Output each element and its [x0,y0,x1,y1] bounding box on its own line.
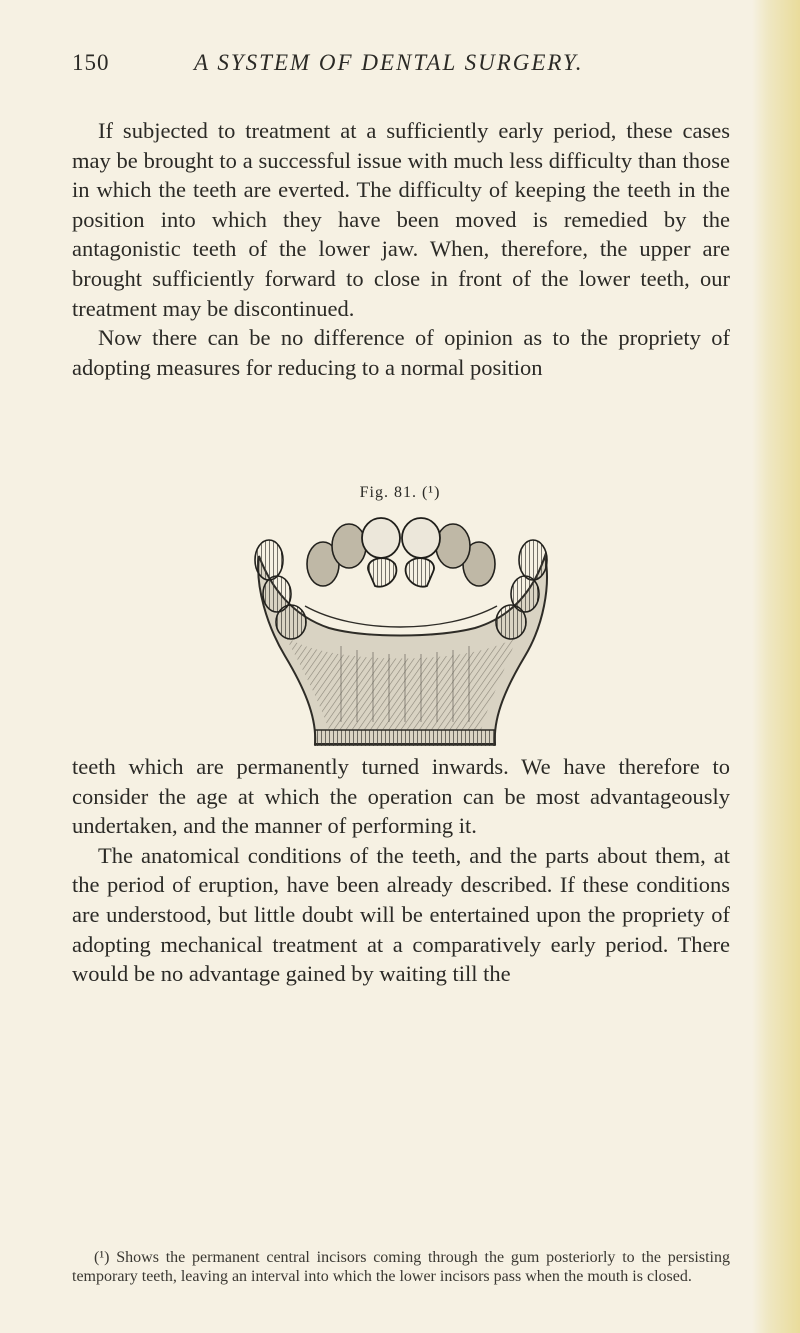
running-title: A SYSTEM OF DENTAL SURGERY. [194,50,584,75]
figure-caption: Fig. 81. (¹) [359,484,441,501]
paragraph: teeth which are permanently turned inwards. We have therefore to consider the age at which the operation can be most advantageously undertaken, and the manner of performing it. [72,754,730,839]
footnote [72,1248,730,1286]
dental-cast-illustration [245,516,555,746]
page-header [72,50,732,84]
paragraph: Now there can be no difference of opinion as to the propriety of adopting measures for reducing to a normal position [72,325,730,380]
paragraph: If subjected to treatment at a sufficiently early period, these cases may be brought to a successful issue with much less difficulty than those in which the teeth are everted. The difficulty of keeping the teeth in the position into which they have been moved is remedied by the antagonistic teeth of the lower jaw. When, therefore, the upper are brought sufficiently forward to close in front of the lower teeth, our treatment may be discontinued. [72,118,730,321]
footnote-text: (¹) Shows the permanent central incisors coming through the gum posteriorly to the persisting temporary teeth, leaving an interval into which the lower incisors pass when the mouth is closed. [72,1249,730,1285]
text-block-top [72,116,730,382]
text-block-bottom [72,752,730,989]
page-number: 150 [72,50,110,75]
paragraph: The anatomical conditions of the teeth, and the parts about them, at the period of eruption, have been already described. If these conditions are understood, but little doubt will be entertained upon the propriety of adopting mechanical treatment at a comparatively early period. There would be no advantage gained by waiting till the [72,842,730,987]
page-edge-shading [752,0,800,1333]
